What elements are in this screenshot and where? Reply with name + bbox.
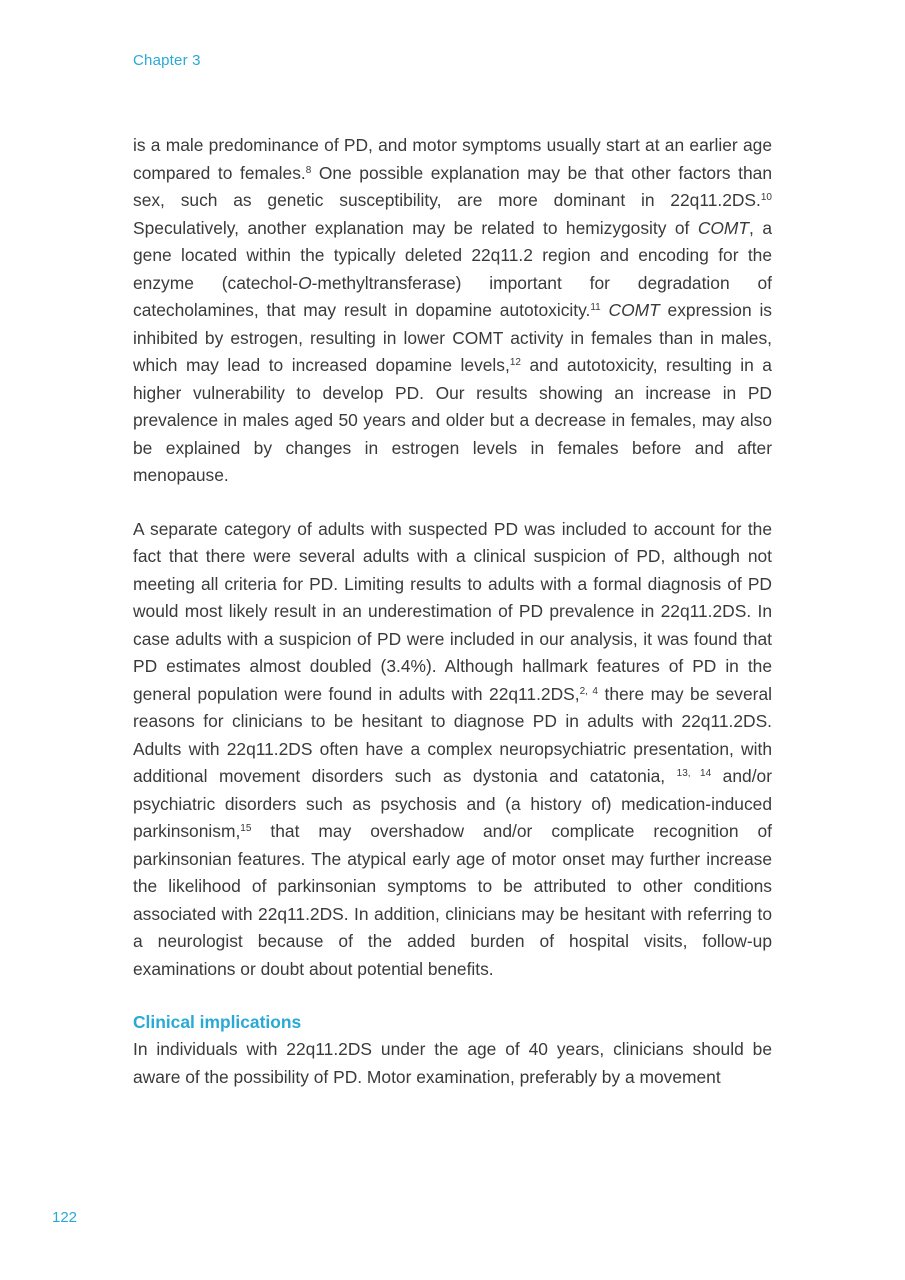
page-number: 122 <box>52 1209 78 1226</box>
text-span: expression is inhibited by estrogen, resulting in lower COMT activity in females than in males, which may lead to increased dopamine levels, <box>133 300 772 375</box>
italic-letter: O <box>298 272 312 293</box>
text-span: Speculatively, another explanation may be related to hemizygosity of <box>133 217 698 238</box>
citation-ref: 11 <box>590 302 601 313</box>
text-span: and/or psychiatric disorders such as psychosis and (a history of) medication-induced parkinsonism, <box>133 766 772 841</box>
text-span: is a male predominance of PD, and motor symptoms usually start at an earlier age compared to females. <box>133 135 772 183</box>
text-span: , a gene located within the typically deleted 22q11.2 region and encoding for the enzyme (catechol- <box>133 217 772 293</box>
text-span: One possible explanation may be that other factors than sex, such as genetic susceptibility, are more dominant in 22q11.2DS. <box>133 162 772 210</box>
gene-name: COMT <box>697 217 750 238</box>
citation-ref: 12 <box>509 357 521 368</box>
body-text <box>133 132 772 1091</box>
text-span: A separate category of adults with suspected PD was included to account for the fact that there were several adults with a clinical suspicion of PD, although not meeting all criteria for PD. Limiting results to adults with a formal diagnosis of PD would most likely result in an underestimation of PD prevalence in 22q11.2DS. In case adults with a suspicion of PD were included in our analysis, it was found that PD estimates almost doubled (3.4%). Although hallmark features of PD in the general population were found in adults with 22q11.2DS, <box>133 518 772 704</box>
text-span <box>601 300 609 320</box>
running-head: Chapter 3 <box>133 52 201 69</box>
text-span: there may be several reasons for clinicians to be hesitant to diagnose PD in adults with 22q11.2DS. Adults with 22q11.2DS often have a complex neuropsychiatric presentation, with additional movement disorders such as dystonia and catatonia, <box>133 683 772 786</box>
text-span: that may overshadow and/or complicate recognition of parkinsonian features. The atypical early age of motor onset may further increase the likelihood of parkinsonian symptoms to be attributed to other conditions associated with 22q11.2DS. In addition, clinicians may be hesitant with referring to a neurologist because of the added burden of hospital visits, follow-up examinations or doubt about potential benefits. <box>133 821 772 979</box>
citation-ref: 2, 4 <box>579 685 598 697</box>
paragraph-clinical-implications: In individuals with 22q11.2DS under the age of 40 years, clinicians should be aware of the possibility of PD. Motor examination, preferably by a movement <box>133 1039 772 1087</box>
section-heading: Clinical implications <box>133 1012 302 1032</box>
citation-ref: 10 <box>760 192 772 203</box>
citation-ref: 8 <box>305 164 312 176</box>
paragraph-suspected-pd <box>133 516 772 984</box>
text-span: -methyltransferase) important for degradation of catecholamines, that may result in dopamine autotoxicity. <box>133 272 772 320</box>
citation-ref: 15 <box>240 823 252 834</box>
paragraph-sex-differences <box>133 132 772 490</box>
citation-ref: 13, 14 <box>676 768 712 779</box>
text-span: and autotoxicity, resulting in a higher vulnerability to develop PD. Our results showing an increase in PD prevalence in males aged 50 years and older but a decrease in females, may also be explained by changes in estrogen levels in females before and after menopause. <box>133 355 772 485</box>
gene-name: COMT <box>608 300 660 320</box>
